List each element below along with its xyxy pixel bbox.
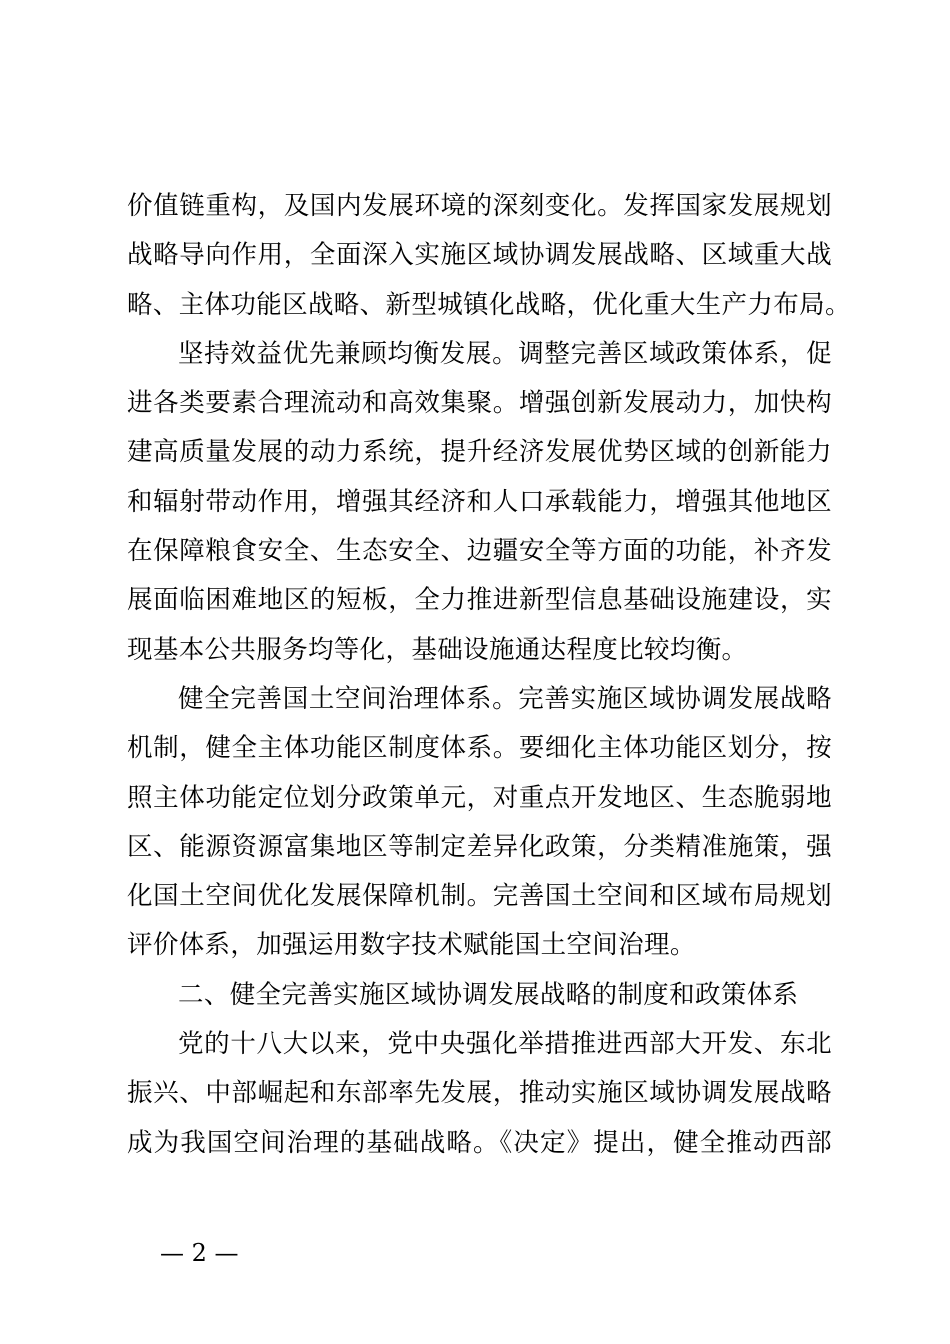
text-line: 在保障粮食安全、生态安全、边疆安全等方面的功能，补齐发 (127, 536, 832, 567)
text-line: 照主体功能定位划分政策单元，对重点开发地区、生态脆弱地 (127, 782, 832, 813)
text-line: 略、主体功能区战略、新型城镇化战略，优化重大生产力布局。 (127, 289, 851, 320)
text-line: 建高质量发展的动力系统，提升经济发展优势区域的创新能力 (127, 437, 832, 468)
text-line: 现基本公共服务均等化，基础设施通达程度比较均衡。 (127, 634, 748, 665)
text-line: 化国土空间优化发展保障机制。完善国土空间和区域布局规划 (127, 881, 832, 912)
text-line: 振兴、中部崛起和东部率先发展，推动实施区域协调发展战略 (127, 1078, 832, 1109)
paragraph-heading-line: 健全完善国土空间治理体系。完善实施区域协调发展战略 (178, 683, 832, 714)
page-number: — 2 — (160, 1239, 239, 1267)
text-line: 评价体系，加强运用数字技术赋能国土空间治理。 (127, 930, 696, 961)
text-line: 展面临困难地区的短板，全力推进新型信息基础设施建设，实 (127, 585, 832, 616)
text-line: 和辐射带动作用，增强其经济和人口承载能力，增强其他地区 (127, 486, 832, 517)
text-line: 价值链重构，及国内发展环境的深刻变化。发挥国家发展规划 (127, 191, 832, 221)
paragraph-start-line: 党的十八大以来，党中央强化举措推进西部大开发、东北 (178, 1029, 832, 1060)
body-text (127, 182, 851, 1168)
text-line: 机制，健全主体功能区制度体系。要细化主体功能区划分，按 (127, 733, 832, 764)
section-heading: 二、健全完善实施区域协调发展战略的制度和政策体系 (178, 979, 799, 1010)
text-line: 进各类要素合理流动和高效集聚。增强创新发展动力，加快构 (127, 388, 832, 419)
text-line: 成为我国空间治理的基础战略。《决定》提出，健全推动西部 (127, 1127, 832, 1158)
paragraph-heading-line: 坚持效益优先兼顾均衡发展。调整完善区域政策体系，促 (178, 338, 832, 369)
text-line: 战略导向作用，全面深入实施区域协调发展战略、区域重大战 (127, 240, 832, 271)
text-line: 区、能源资源富集地区等制定差异化政策，分类精准施策，强 (127, 831, 832, 862)
